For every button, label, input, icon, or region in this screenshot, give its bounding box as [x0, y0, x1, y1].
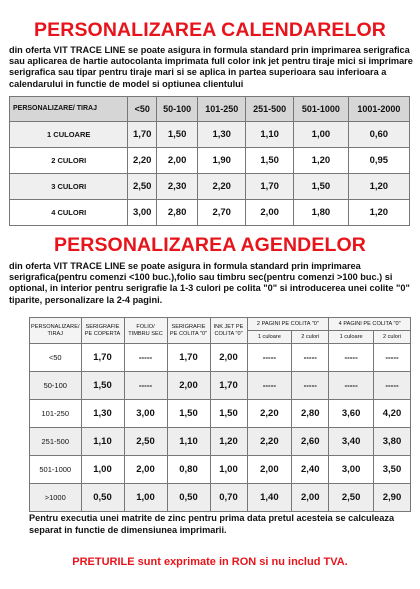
agenda-price-cell: 3,40	[329, 428, 374, 456]
agenda-row-label: 101-250	[30, 400, 82, 428]
calendar-row-label: 2 CULORI	[10, 148, 128, 174]
calendar-price-cell: 1,10	[246, 122, 294, 148]
calendar-row-label: 4 CULORI	[10, 200, 128, 226]
calendar-price-cell: 1,20	[348, 174, 409, 200]
agenda-price-cell: 2,60	[292, 428, 329, 456]
calendar-price-cell: 0,95	[348, 148, 409, 174]
calendar-table-row	[10, 148, 410, 174]
agenda-subheader: 2 culori	[373, 331, 410, 344]
calendar-price-cell: 1,50	[157, 122, 198, 148]
calendar-price-cell: 2,80	[157, 200, 198, 226]
agenda-price-cell: 1,10	[167, 428, 210, 456]
calendar-table-row	[10, 174, 410, 200]
agenda-price-cell: 2,80	[292, 400, 329, 428]
agenda-price-cell: -----	[373, 372, 410, 400]
agenda-price-cell: 2,00	[247, 456, 292, 484]
calendar-price-cell: 1,70	[128, 122, 157, 148]
agenda-price-cell: 2,20	[247, 428, 292, 456]
agenda-price-cell: 1,70	[81, 344, 124, 372]
agenda-table-row	[30, 372, 411, 400]
agenda-price-cell: 2,40	[292, 456, 329, 484]
calendar-col-header: 1001-2000	[348, 97, 409, 122]
agenda-header-tiraj: PERSONALIZARE/ TIRAJ	[30, 318, 82, 344]
calendar-price-cell: 1,30	[198, 122, 246, 148]
calendar-price-table	[9, 96, 410, 226]
agenda-price-cell: 3,80	[373, 428, 410, 456]
calendar-row-label: 3 CULORI	[10, 174, 128, 200]
agenda-subheader: 2 culori	[292, 331, 329, 344]
agenda-intro: din oferta VIT TRACE LINE se poate asigura in formula standard prin imprimarea serigrafica(pentru comenzi <100 buc.),folio sau timbru sec(pentru comenzi >100 buc.) si optional, in interior pentru serigrafie la 1-3 culori pe colita "0" si introducerea unei colite "0" tiparite, personalizare la 2-4 pagini.	[9, 261, 410, 305]
agenda-price-cell: -----	[329, 372, 374, 400]
agenda-header-4-pages: 4 PAGINI PE COLITA "0"	[329, 318, 411, 331]
calendar-price-cell: 2,00	[157, 148, 198, 174]
calendar-price-table-wrapper	[9, 96, 410, 226]
calendar-col-header: 101-250	[198, 97, 246, 122]
agenda-price-cell: 1,50	[81, 372, 124, 400]
agenda-price-cell: 4,20	[373, 400, 410, 428]
agenda-header-serigrafie-colita: SERIGRAFIE PE COLITA "0"	[167, 318, 210, 344]
calendar-title: PERSONALIZAREA CALENDARELOR	[34, 19, 386, 41]
calendar-price-cell: 1,50	[246, 148, 294, 174]
agenda-price-cell: -----	[247, 372, 292, 400]
calendar-col-header: <50	[128, 97, 157, 122]
agenda-price-cell: -----	[124, 344, 167, 372]
matrix-note: Pentru executia unei matrite de zinc pentru prima data pretul acesteia se calculeaza separat in functie de dimensiunea imprimarii.	[29, 513, 395, 535]
agenda-price-cell: -----	[292, 372, 329, 400]
agenda-row-label: <50	[30, 344, 82, 372]
agenda-price-cell: 1,50	[167, 400, 210, 428]
agenda-price-cell: 1,30	[81, 400, 124, 428]
agenda-price-table-wrapper	[29, 317, 411, 512]
calendar-intro: din oferta VIT TRACE LINE se poate asigura in formula standard prin imprimarea serigrafica sau aplicarea de hartie autocolanta imprimata full color ink jet pentru tiraje mici si imprimare serigrafica sau tipar pentru tiraje mari si se aplica in partea superioara sau inferioara a calendarului in functie de model si optiunea clientului	[9, 45, 413, 89]
calendar-col-header: 251-500	[246, 97, 294, 122]
calendar-price-cell: 1,20	[294, 148, 349, 174]
calendar-price-cell: 0,60	[348, 122, 409, 148]
agenda-row-label: >1000	[30, 484, 82, 512]
agenda-price-cell: 1,20	[210, 428, 247, 456]
agenda-table-row	[30, 400, 411, 428]
agenda-price-cell: 1,70	[210, 372, 247, 400]
calendar-price-cell: 2,00	[246, 200, 294, 226]
calendar-price-cell: 1,70	[246, 174, 294, 200]
agenda-price-cell: 0,50	[81, 484, 124, 512]
agenda-row-label: 501-1000	[30, 456, 82, 484]
agenda-price-cell: -----	[329, 344, 374, 372]
calendar-price-cell: 3,00	[128, 200, 157, 226]
agenda-row-label: 251-500	[30, 428, 82, 456]
calendar-price-cell: 1,80	[294, 200, 349, 226]
agenda-price-cell: 1,00	[210, 456, 247, 484]
agenda-price-cell: 0,70	[210, 484, 247, 512]
calendar-price-cell: 1,50	[294, 174, 349, 200]
calendar-col-header: 50-100	[157, 97, 198, 122]
agenda-table-row	[30, 344, 411, 372]
agenda-subheader: 1 culoare	[247, 331, 292, 344]
calendar-price-cell: 2,30	[157, 174, 198, 200]
agenda-price-cell: 1,70	[167, 344, 210, 372]
agenda-price-cell: 2,50	[329, 484, 374, 512]
price-note: PRETURILE sunt exprimate in RON si nu includ TVA.	[72, 556, 348, 568]
agenda-price-cell: 3,50	[373, 456, 410, 484]
calendar-price-cell: 1,90	[198, 148, 246, 174]
agenda-price-cell: 2,50	[124, 428, 167, 456]
agenda-table-row	[30, 456, 411, 484]
calendar-header-first: PERSONALIZARE/ TIRAJ	[10, 97, 128, 122]
agenda-price-cell: 2,00	[292, 484, 329, 512]
calendar-price-cell: 2,20	[198, 174, 246, 200]
calendar-table-row	[10, 200, 410, 226]
agenda-price-cell: -----	[373, 344, 410, 372]
agenda-price-cell: -----	[124, 372, 167, 400]
agenda-price-cell: 2,00	[124, 456, 167, 484]
agenda-price-cell: 1,10	[81, 428, 124, 456]
agenda-header-row	[30, 318, 411, 331]
agenda-header-folio: FOLIO/ TIMBRU SEC	[124, 318, 167, 344]
agenda-price-cell: 3,00	[124, 400, 167, 428]
agenda-table-row	[30, 484, 411, 512]
agenda-price-table	[29, 317, 411, 512]
calendar-price-cell: 2,20	[128, 148, 157, 174]
agenda-title: PERSONALIZAREA AGENDELOR	[54, 234, 366, 256]
calendar-price-cell: 1,20	[348, 200, 409, 226]
agenda-header-inkjet: INK JET PE COLITA "0"	[210, 318, 247, 344]
calendar-price-cell: 2,50	[128, 174, 157, 200]
agenda-price-cell: 1,00	[124, 484, 167, 512]
calendar-price-cell: 2,70	[198, 200, 246, 226]
agenda-price-cell: 2,00	[167, 372, 210, 400]
agenda-header-serigrafie-coperta: SERIGRAFIE PE COPERTA	[81, 318, 124, 344]
calendar-col-header: 501-1000	[294, 97, 349, 122]
agenda-price-cell: -----	[247, 344, 292, 372]
calendar-table-row	[10, 122, 410, 148]
agenda-price-cell: 1,50	[210, 400, 247, 428]
calendar-table-header-row	[10, 97, 410, 122]
agenda-price-cell: 2,20	[247, 400, 292, 428]
calendar-row-label: 1 CULOARE	[10, 122, 128, 148]
agenda-price-cell: 3,60	[329, 400, 374, 428]
agenda-price-cell: 2,90	[373, 484, 410, 512]
agenda-price-cell: 1,00	[81, 456, 124, 484]
agenda-price-cell: 3,00	[329, 456, 374, 484]
agenda-price-cell: -----	[292, 344, 329, 372]
agenda-price-cell: 0,50	[167, 484, 210, 512]
agenda-subheader: 1 culoare	[329, 331, 374, 344]
agenda-header-2-pages: 2 PAGINI PE COLITA "0"	[247, 318, 329, 331]
agenda-price-cell: 0,80	[167, 456, 210, 484]
agenda-price-cell: 1,40	[247, 484, 292, 512]
agenda-price-cell: 2,00	[210, 344, 247, 372]
agenda-row-label: 50-100	[30, 372, 82, 400]
calendar-price-cell: 1,00	[294, 122, 349, 148]
agenda-table-row	[30, 428, 411, 456]
